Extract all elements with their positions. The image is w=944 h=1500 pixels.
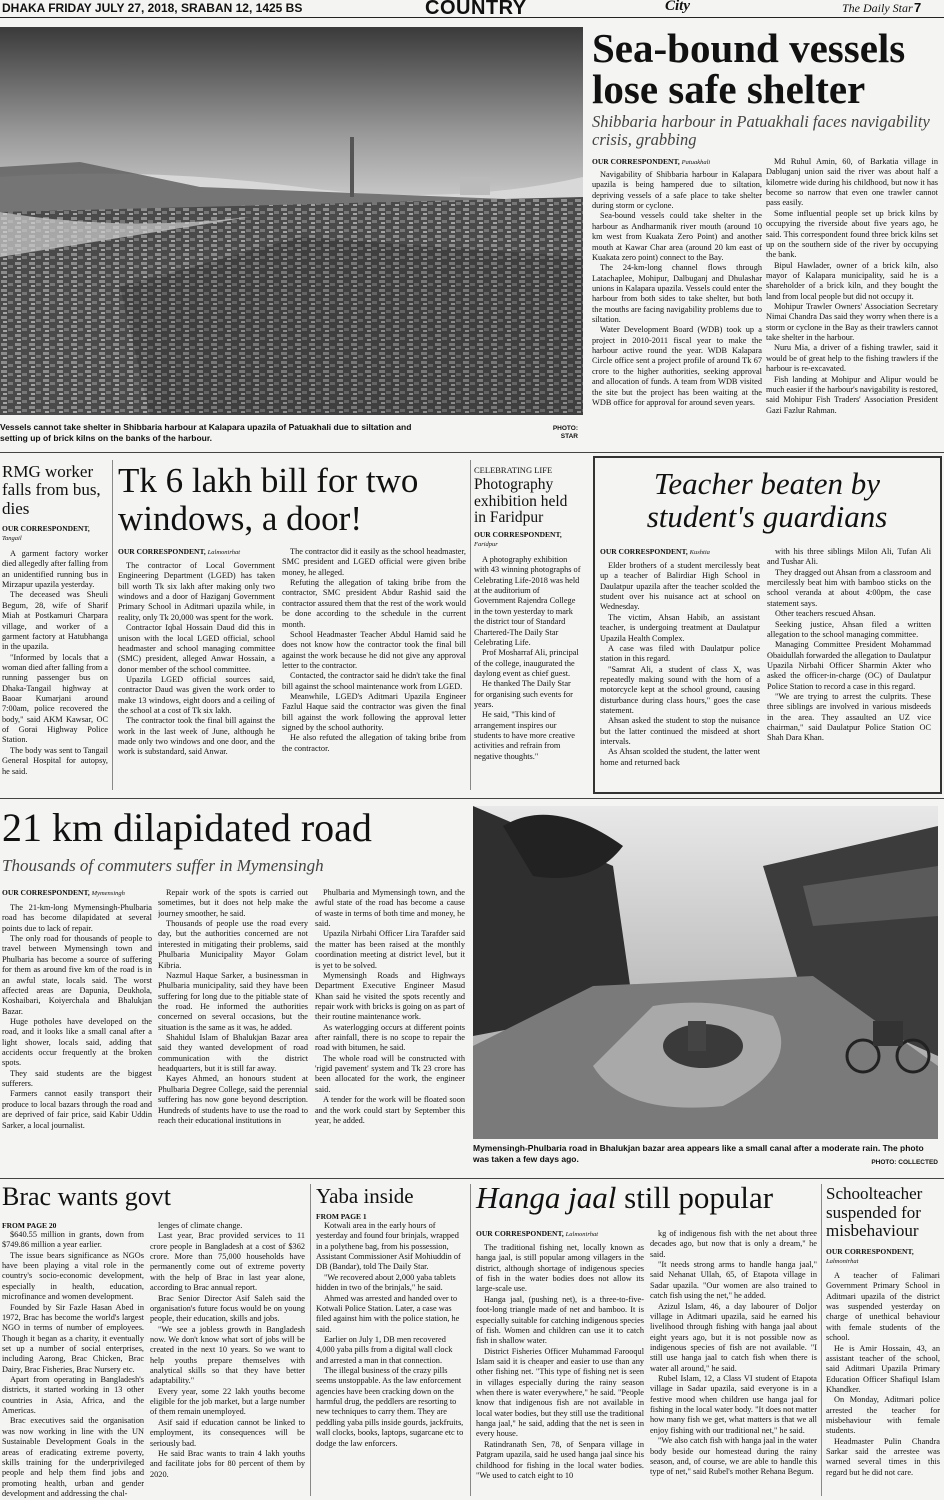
para: "Samrat Ali, a student of class X, was repeatedly making sound with the horn of a motorcycle kept at the school ground, causing disturbance during class hours," goes the case statement. — [600, 664, 760, 716]
para: A teacher of Falimari Government Primary School in Aditmari upazila of the district was suspended yesterday on charge of unethical behaviour with female students of the school. — [826, 1271, 940, 1343]
para: Meanwhile, LGED's Aditmari Upazila Engineer Fazlul Haque said the contractor was given the final bill against the work following the approval letter signed by the school authority. — [282, 692, 466, 733]
story5-col2 — [767, 547, 931, 785]
story9-byline-text: OUR CORRESPONDENT, — [476, 1229, 564, 1238]
para: The deceased was Sheuli Begum, 28, wife of Sharif Miah at Postkamuri Charpara village, and worker of a garment factory at Hatubhanga in the upazila. — [2, 590, 108, 652]
para: Upazila Nirbahi Officer Lira Tarafder said the matter has been raised at the monthly coordination meeting at district level, but it is yet to be solved. — [315, 929, 465, 970]
road-photo-graphic — [473, 806, 938, 1139]
para: "Informed by locals that a woman died after falling from a running passenger bus on Dhaka-Tangail highway at Baoar Kumarjani around 7:00am, police recovered the body," said AKM Kawsar, OC of Gorai Highway Police Station. — [2, 652, 108, 745]
dateline: DHAKA FRIDAY JULY 27, 2018, SRABAN 12, 1425 BS — [2, 1, 303, 15]
para: Bipul Hawlader, owner of a brick kiln, also mayor of Kalapara municipality, said he is a shareholder of a brick kiln, and they bought the land from local people but did not occupy it. — [766, 260, 938, 301]
para: Kayes Ahmed, an honours student at Phulbaria Degree College, said the perennial suffering has now gone beyond description. Hundreds of students have to use the road to reach their educational institutions in — [158, 1074, 308, 1125]
harbour-photo-caption: Vessels cannot take shelter in Shibbaria harbour at Kalapara upazila of Patuakhali due to siltation and setting up of brick kilns on the banks of the harbour. — [0, 422, 412, 443]
story4-place: Faridpur — [474, 541, 498, 548]
story1-headline: Sea-bound vessels lose safe shelter — [592, 25, 906, 112]
para: School Headmaster Teacher Abdul Hamid said he does not know how the contractor took the final bill against the work because he did not give any approval letter to the contractor. — [282, 629, 466, 670]
para: District Fisheries Officer Muhammad Farooqul Islam said it is cheaper and easier to use than any other fishing net. "This type of fishing net is seen in villages especially during the rainy season when there is water everywhere," he said. "People know that indigenous fish are not available in local water bodies, but they still use the traditional hanga jaal," he said, adding that the net is seen in every house. — [476, 1346, 644, 1439]
para: Shahidul Islam of Bhalukjan Bazar area said they wanted development of road communication with the district headquarters, but it is still far away. — [158, 1033, 308, 1074]
story2-headline: RMG worker falls from bus, dies — [2, 462, 101, 518]
road-photo-caption: Mymensingh-Phulbaria road in Bhalukjan bazar area appears like a small canal after a moderate rain. The photo was taken a few days ago. — [473, 1143, 924, 1164]
story6-headline: 21 km dilapidated road — [2, 805, 372, 850]
para: Asif said if education cannot be linked to employment, its consequences will be seriously bad. — [150, 1417, 305, 1448]
para: Some influential people set up brick kilns by occupying the riverside about five years ago, he said. This correspondent found three brick kilns set up on the southern side of the river by occupying the bank. — [766, 208, 938, 260]
para: Seeking justice, Ahsan filed a written allegation to the school managing committee. — [767, 619, 931, 639]
para: Huge potholes have developed on the road, and it looks like a small canal after a light shower, locals said, adding that accidents occur frequently at the broken spots. — [2, 1016, 152, 1068]
story10-byline — [826, 1247, 941, 1265]
divider — [470, 1184, 471, 1496]
story5-byline-text: OUR CORRESPONDENT, — [600, 547, 688, 556]
story2-byline — [2, 524, 110, 542]
road-photo-credit: PHOTO: COLLECTED — [871, 1159, 938, 1166]
story9-place: Lalmonirhat — [565, 1231, 599, 1238]
para: The illegal business of the crazy pills seems unstoppable. As the law enforcement agencies have been cracking down on the harmful drug, the peddlers are resorting to new techniques to carry them. They are peddling yaba pills inside gourds, jackfruits, wall clocks, books, laptops, sugarcane etc to dodge the law enforcers. — [316, 1366, 464, 1448]
story3-byline-text: OUR CORRESPONDENT, — [118, 547, 206, 556]
harbour-photo-graphic — [0, 27, 583, 415]
page-header — [0, 0, 944, 18]
divider — [112, 460, 113, 790]
story1-byline — [592, 157, 710, 166]
para: "We see a jobless growth in Bangladesh now. We don't know what sort of jobs will be created in the next 10 years. So we want to help youths prepare themselves with analytical skills so that they have better adaptability." — [150, 1324, 305, 1386]
para: Earlier on July 1, DB men recovered 4,000 yaba pills from a digital wall clock and arrested a man in that connection. — [316, 1334, 453, 1365]
story6-col1 — [2, 903, 152, 1173]
para: Last year, Brac provided services to 11 crore people in Bangladesh at a cost of $362 crore. More than 75,000 households have permanently come out of extreme poverty with the help of Brac in last year alone, according to Brac annual report. — [150, 1231, 305, 1293]
para: He thanked The Daily Star for organising such events for years. — [474, 679, 573, 710]
para: Nazmul Haque Sarker, a businessman in Phulbaria municipality, said they have been suffering for long due to the pitiable state of the road. He informed the authorities concerned on several occasions, but the situation is the same as it was, he added. — [158, 970, 308, 1032]
para: Kotwali area in the early hours of yesterday and found four brinjals, wrapped in a polythene bag, from his possession, Assistant Commissioner Asif Mohiuddin of DB (Bandar), told The Daily Star. — [316, 1221, 461, 1272]
para: $640.55 million in grants, down from $749.86 million a year earlier. — [2, 1230, 144, 1250]
para: He is Amir Hossain, 43, an assistant teacher of the school, said Aditmari Upazila Primary Education Officer Shafiqul Islam Khandker. — [826, 1343, 940, 1394]
story3-headline: Tk 6 lakh bill for two windows, a door! — [118, 461, 419, 538]
story6-byline — [2, 888, 125, 897]
story6-col3 — [315, 888, 465, 1173]
divider — [0, 798, 944, 799]
para: A garment factory worker died allegedly after falling from an unidentified running bus in Mirzapur upazila yesterday. — [2, 549, 108, 590]
para: Every year, some 22 lakh youths become eligible for the job market, but a large number of them remain unemployed. — [150, 1386, 305, 1417]
para: A case was filed with Daulatpur police station in this regard. — [600, 643, 760, 664]
story9-byline — [476, 1229, 598, 1238]
para: Upazila LGED official sources said, contractor Daud was given the work order to make 13 windows, eight doors and a ceiling of the school at a cost of Tk six lakh. — [118, 674, 275, 716]
para: He said Brac wants to train 4 lakh youths and facilitate jobs for 80 percent of them by 2020. — [150, 1448, 305, 1479]
para: Contacted, the contractor said he didn't take the final bill against the school maintenance work from LGED. — [282, 671, 466, 691]
harbour-photo-credit: PHOTO: STAR — [552, 425, 578, 440]
divider — [310, 1184, 311, 1496]
story6-col2 — [158, 888, 308, 1173]
para: Ratindranath Sen, 78, of Senpara village in Patgram upazila, said he used hanga jaal since his childhood for fishing in the local water bodies. "We used to catch eight to 10 — [476, 1439, 644, 1480]
para: The 24-km-long channel flows through Latachaplee, Mohipur, Dalbuganj and Dhulashar unions in Kalapara upazila. Vessels could enter the harbour from both sides to take shelter, but both the mouths are facing navigability problems due to siltation. — [592, 263, 762, 325]
story7-jump: FROM PAGE 20 — [2, 1221, 57, 1230]
para: Farmers cannot easily transport their produce to local bazars through the road and are deprived of fair price, said Kabir Uddin Sarker, a local journalist. — [2, 1089, 152, 1130]
para: Contractor Iqbal Hossain Daud did this in unison with the local LGED official, school headmaster and school managing committee (SMC) president, alleged Anwar Hossain, a donor member of the school committee. — [118, 623, 275, 674]
story1-dek: Shibbaria harbour in Patuakhali faces navigability crisis, grabbing — [592, 112, 930, 150]
para: Elder brothers of a student mercilessly beat up a teacher of Balirdiar High School in Daulatpur upazila after the teacher scolded the student over his nuisance act at school on Wednesday. — [600, 561, 760, 612]
story7-col1 — [2, 1230, 144, 1498]
para: Navigability of Shibbaria harbour in Kalapara upazila is being hampered due to siltation, depriving vessels of a safe place to take shelter during storm or cyclone. — [592, 170, 762, 211]
para: Nuru Mia, a driver of a fishing trawler, said it would be of great help to the fishing trawlers if the harbour is re-excavated. — [766, 343, 938, 374]
para: Fish landing at Mohipur and Alipur would be much easier if the harbour's navigability is restored, said Mohipur Fish Traders' Association President Gazi Fazlur Rahman. — [766, 374, 938, 415]
story5-headline: Teacher beaten by student's guardians — [646, 466, 888, 535]
story8-body — [316, 1221, 466, 1498]
story4-byline — [474, 530, 584, 548]
divider — [0, 452, 944, 453]
para: Other teachers rescued Ahsan. — [775, 609, 876, 619]
story8-headline: Yaba inside — [316, 1184, 414, 1208]
story9-headline-rest: still popular — [616, 1180, 774, 1215]
para: They said students are the biggest sufferers. — [2, 1068, 152, 1089]
story6-dek: Thousands of commuters suffer in Mymensingh — [2, 856, 324, 875]
para: Headmaster Pulin Chandra Sarkar said the arrestee was warned several times in this regard but he did not care. — [826, 1436, 940, 1477]
para: "We are trying to arrest the culprits. These three siblings are involved in various misdeeds in the area. They assaulted an UZ vice chairman," said Daulatpur Police Station OC Shah Dara Khan. — [767, 692, 931, 743]
story7-headline: Brac wants govt — [2, 1182, 171, 1211]
para: "We recovered about 2,000 yaba tablets hidden in two of the brinjals," he said. — [316, 1272, 456, 1293]
para: The victim, Ahsan Habib, an assistant teacher, is undergoing treatment at Daulatpur Upazila Health Complex. — [600, 612, 760, 643]
para: Phulbaria and Mymensingh town, and the awful state of the road has become a cause of waste in terms of both time and money, he said. — [315, 888, 465, 929]
para: Apart from operating in Bangladesh's districts, it started working in 13 other countries in Asia, Africa, and the Americas. — [2, 1375, 144, 1416]
para: "We also catch fish with hanga jaal in the water body beside our homestead during the rainy season, and, of course, we are able to handle this type of net," said Rubel's mother Rehana Begum. — [650, 1436, 817, 1477]
para: The traditional fishing net, locally known as hanga jaal, is still popular among villagers in the district, although shortage of indigenous species of fish in the water bodies does not allow its large-scale use. — [476, 1243, 644, 1294]
para: As Ahsan scolded the student, the latter went home and returned back — [600, 747, 760, 767]
para: The issue bears significance as NGOs have been playing a vital role in the country's socio-economic development, especially in health, education, microfinance and women development. — [2, 1250, 144, 1302]
para: The contractor of Local Government Engineering Department (LGED) has taken bill worth Tk six lakh after making only two windows and a door of Haziganj Government Primary School in Aditmari upazila while, in reality, only Tk 20,000 was spent for the work. — [118, 561, 275, 622]
subsection-title: City — [665, 0, 690, 14]
story6-byline-text: OUR CORRESPONDENT, — [2, 888, 90, 897]
story3-col2 — [282, 547, 466, 789]
para: Hanga jaal, (pushing net), is a three-to-five-foot-long triangle made of net and bamboo. It is especially suitable for catching indigenous species of fish. Women and children can use it to catch fish in shallow water. — [476, 1294, 644, 1346]
story9-col2 — [650, 1229, 817, 1498]
para: On Monday, Aditmari police arrested the teacher for misbehaviour with female students. — [826, 1395, 940, 1436]
para: The body was sent to Tangail General Hospital for autopsy, he said. — [2, 745, 108, 776]
story4-kicker: CELEBRATING LIFE — [474, 465, 553, 475]
para: The only road for thousands of people to travel between Mymensingh town and Phulbaria has become a source of suffering for them as around five km of the road is in an awful state, locals said. The worst affected areas are Dapunia, Deukhola, Koshaibari, Koiyerchala and Bhalukjan Bazar. — [2, 934, 152, 1016]
para: A photography exhibition with 43 winning photographs of Celebrating Life-2018 was held at the auditorium of Government Rajendra College in the town yesterday to mark the district tour of Standard Chartered-The Daily Star Celebrating Life. — [474, 555, 581, 647]
masthead: The Daily Star — [842, 1, 913, 15]
para: Prof Mosharraf Ali, principal of the college, inaugurated the daylong event as chief guest. — [474, 648, 579, 678]
para: Mohipur Trawler Owners' Association Secretary Nimai Chandra Das said they worry when there is a storm or cyclone in the Bay as their trawlers cannot take shelter in the harbour. — [766, 302, 938, 343]
story2-body — [2, 549, 108, 791]
para: with his three siblings Milon Ali, Tufan Ali and Tushar Ali. — [767, 547, 931, 567]
para: Refuting the allegation of taking bribe from the contractor, SMC president Abdur Rashid said the contractor assured them that the rest of the work would be done according to the schedule in the current month. — [282, 578, 466, 629]
story4-byline-text: OUR CORRESPONDENT, — [474, 530, 562, 539]
para: He said, "This kind of arrangement inspires our students to have more creative activities and refrain from negative thoughts." — [474, 710, 575, 761]
story1-col1 — [592, 170, 762, 445]
story8-jump: FROM PAGE 1 — [316, 1212, 367, 1221]
para: Ahmed was arrested and handed over to Kotwali Police Station. Later, a case was filed against him with the police station, he said. — [316, 1293, 460, 1334]
story4-headline: Photography exhibition held in Faridpur — [474, 476, 568, 527]
para: Thousands of people use the road every day, but the authorities concerned are not interested in mitigating their problems, said Phulbaria Municipality Mayor Golam Kibria. — [158, 919, 308, 970]
para: Ahsan asked the student to stop the nuisance but the latter continued the misdeed at short intervals. — [600, 716, 760, 747]
para: Sea-bound vessels could take shelter in the harbour as Andharmanik river mouth (around 10 km west from Kuakata Zero Point) and another mouth at Kawar Char area (around 20 km east of Kuakata zero point) connect to the Bay. — [592, 211, 762, 262]
section-title: COUNTRY — [425, 0, 527, 19]
story3-byline — [118, 547, 240, 556]
story10-place: Lalmonirhat — [826, 1258, 859, 1265]
para: Founded by Sir Fazle Hasan Abed in 1972, Brac has become the world's largest NGO in terms of number of employees. Though it began as a charity, it eventually set up a number of social enterprises, including Aarong, Brac Chicken, Brac Dairy, Brac Fisheries, Brac Nursery etc. — [2, 1302, 144, 1374]
story6-place: Mymensingh — [91, 890, 125, 897]
para: As waterlogging occurs at different points after rainfall, there is no scope to repair the road with bitumen, he said. — [315, 1022, 465, 1053]
story9-col1 — [476, 1243, 644, 1498]
para: The whole road will be constructed with 'rigid pavement' system and Tk 23 crore has been allocated for the work, the engineer said. — [315, 1053, 465, 1094]
story5-byline — [600, 547, 710, 556]
harbour-photo — [0, 27, 583, 415]
story2-byline-text: OUR CORRESPONDENT, — [2, 524, 90, 533]
para: He also refuted the allegation of taking bribe from the contractor. — [282, 733, 466, 753]
divider — [470, 460, 471, 790]
story1-col2 — [766, 157, 938, 445]
story1-byline-text: OUR CORRESPONDENT, — [592, 157, 680, 166]
story10-body — [826, 1271, 940, 1498]
page-number: 7 — [914, 0, 922, 15]
story9-headline-italic: Hanga jaal — [476, 1180, 617, 1215]
para: They dragged out Ahsan from a classroom and mercilessly beat him with bamboo sticks on the school veranda at about 4:00pm, the case statement says. — [767, 567, 931, 608]
para: Md Ruhul Amin, 60, of Barkatia village in Dabluganj union said the river was about half a kilometre wide during his childhood, but now it has become so narrow that even one trawler cannot pass easily. — [766, 157, 938, 208]
story3-place: Lalmonirhat — [207, 549, 241, 556]
story1-place: Patuakhali — [681, 159, 711, 166]
para: Mymensingh Roads and Highways Department Executive Engineer Masud Khan said he visited the spots recently and repair work with bricks is going on as part of their routine maintenance work. — [315, 970, 465, 1022]
story7-col2 — [150, 1221, 305, 1498]
divider — [0, 1178, 944, 1179]
story5-col1 — [600, 561, 760, 785]
story9-headline — [476, 1182, 821, 1213]
para: Rubel Islam, 12, a Class VI student of Etapota village in Sadar upazila, said everyone is in a festive mood when children use hanga jaal for fishing in the local water body. "It does not matter how many fish we get, what matters is that we all enjoy fishing with our traditional net," he said. — [650, 1374, 817, 1435]
para: Brac Senior Director Asif Saleh said the organisation's future focus would be on young people, their education, skills and jobs. — [150, 1293, 305, 1324]
story10-byline-text: OUR CORRESPONDENT, — [826, 1247, 914, 1256]
para: Azizul Islam, 46, a day labourer of Doljor village in Aditmari upazila, said he earned his livelihood through fishing with hanga jaal about eight years ago, but it is not possible now as indigenous species of fish are not available. "I still use hanga jaal to catch fish when there is water all around," he said. — [650, 1301, 817, 1373]
para: The contractor did it easily as the school headmaster, SMC president and LGED official were given bribe money, he alleged. — [282, 547, 466, 577]
story5-place: Kushtia — [689, 549, 710, 556]
para: A tender for the work will be floated soon and the work could start by September this year, he added. — [315, 1095, 465, 1125]
story10-headline: Schoolteacher suspended for misbehaviour — [826, 1184, 923, 1241]
story3-col1 — [118, 561, 275, 789]
para: "It needs strong arms to handle hanga jaal," said Nehanat Ullah, 65, of Etapota village in Sadar upazila. "Our women are also trained to catch fish using the net," he added. — [650, 1260, 817, 1301]
para: The contractor took the final bill against the work in the last week of June, although he made only two windows and one door, and the work is substandard, said Anwar. — [118, 716, 275, 757]
divider — [821, 1184, 822, 1496]
para: Brac executives said the organisation was now working in line with the UN Sustainable Development Goals in the areas of eradicating extreme poverty, skills training for the underprivileged people and help them find jobs and promoting health, urban and gender development and addressing the chal- — [2, 1416, 144, 1498]
para: lenges of climate change. — [158, 1221, 243, 1230]
para: Repair work of the spots is carried out sometimes, but it does not help make the journey smoother, he said. — [158, 888, 308, 918]
road-photo — [473, 806, 938, 1139]
para: Managing Committee President Mohammad Obaidullah forwarded the allegation to Daulatpur Upazila Nirbahi Officer Sharmin Akter who asked the officer-in-charge (OC) of Daulatpur Police Station to record a case in this regard. — [767, 640, 931, 691]
para: The 21-km-long Mymensingh-Phulbaria road has become dilapidated at several points due to lack of repair. — [2, 903, 152, 933]
para: kg of indigenous fish with the net about three decades ago, but now that is only a dream," he said. — [650, 1229, 817, 1259]
para: Water Development Board (WDB) took up a project in 2010-2011 fiscal year to make the harbour active round the year. WDB Kalapara Circle office sent a project profile of around Tk 67 crore to the higher authorities, seeking approval and allocation of funds. A team from WDB visited the site but the project has been waiting at the WDB office for approval for around seven years. — [592, 325, 762, 407]
story2-place: Tangail — [2, 535, 22, 542]
story4-body — [474, 555, 582, 790]
